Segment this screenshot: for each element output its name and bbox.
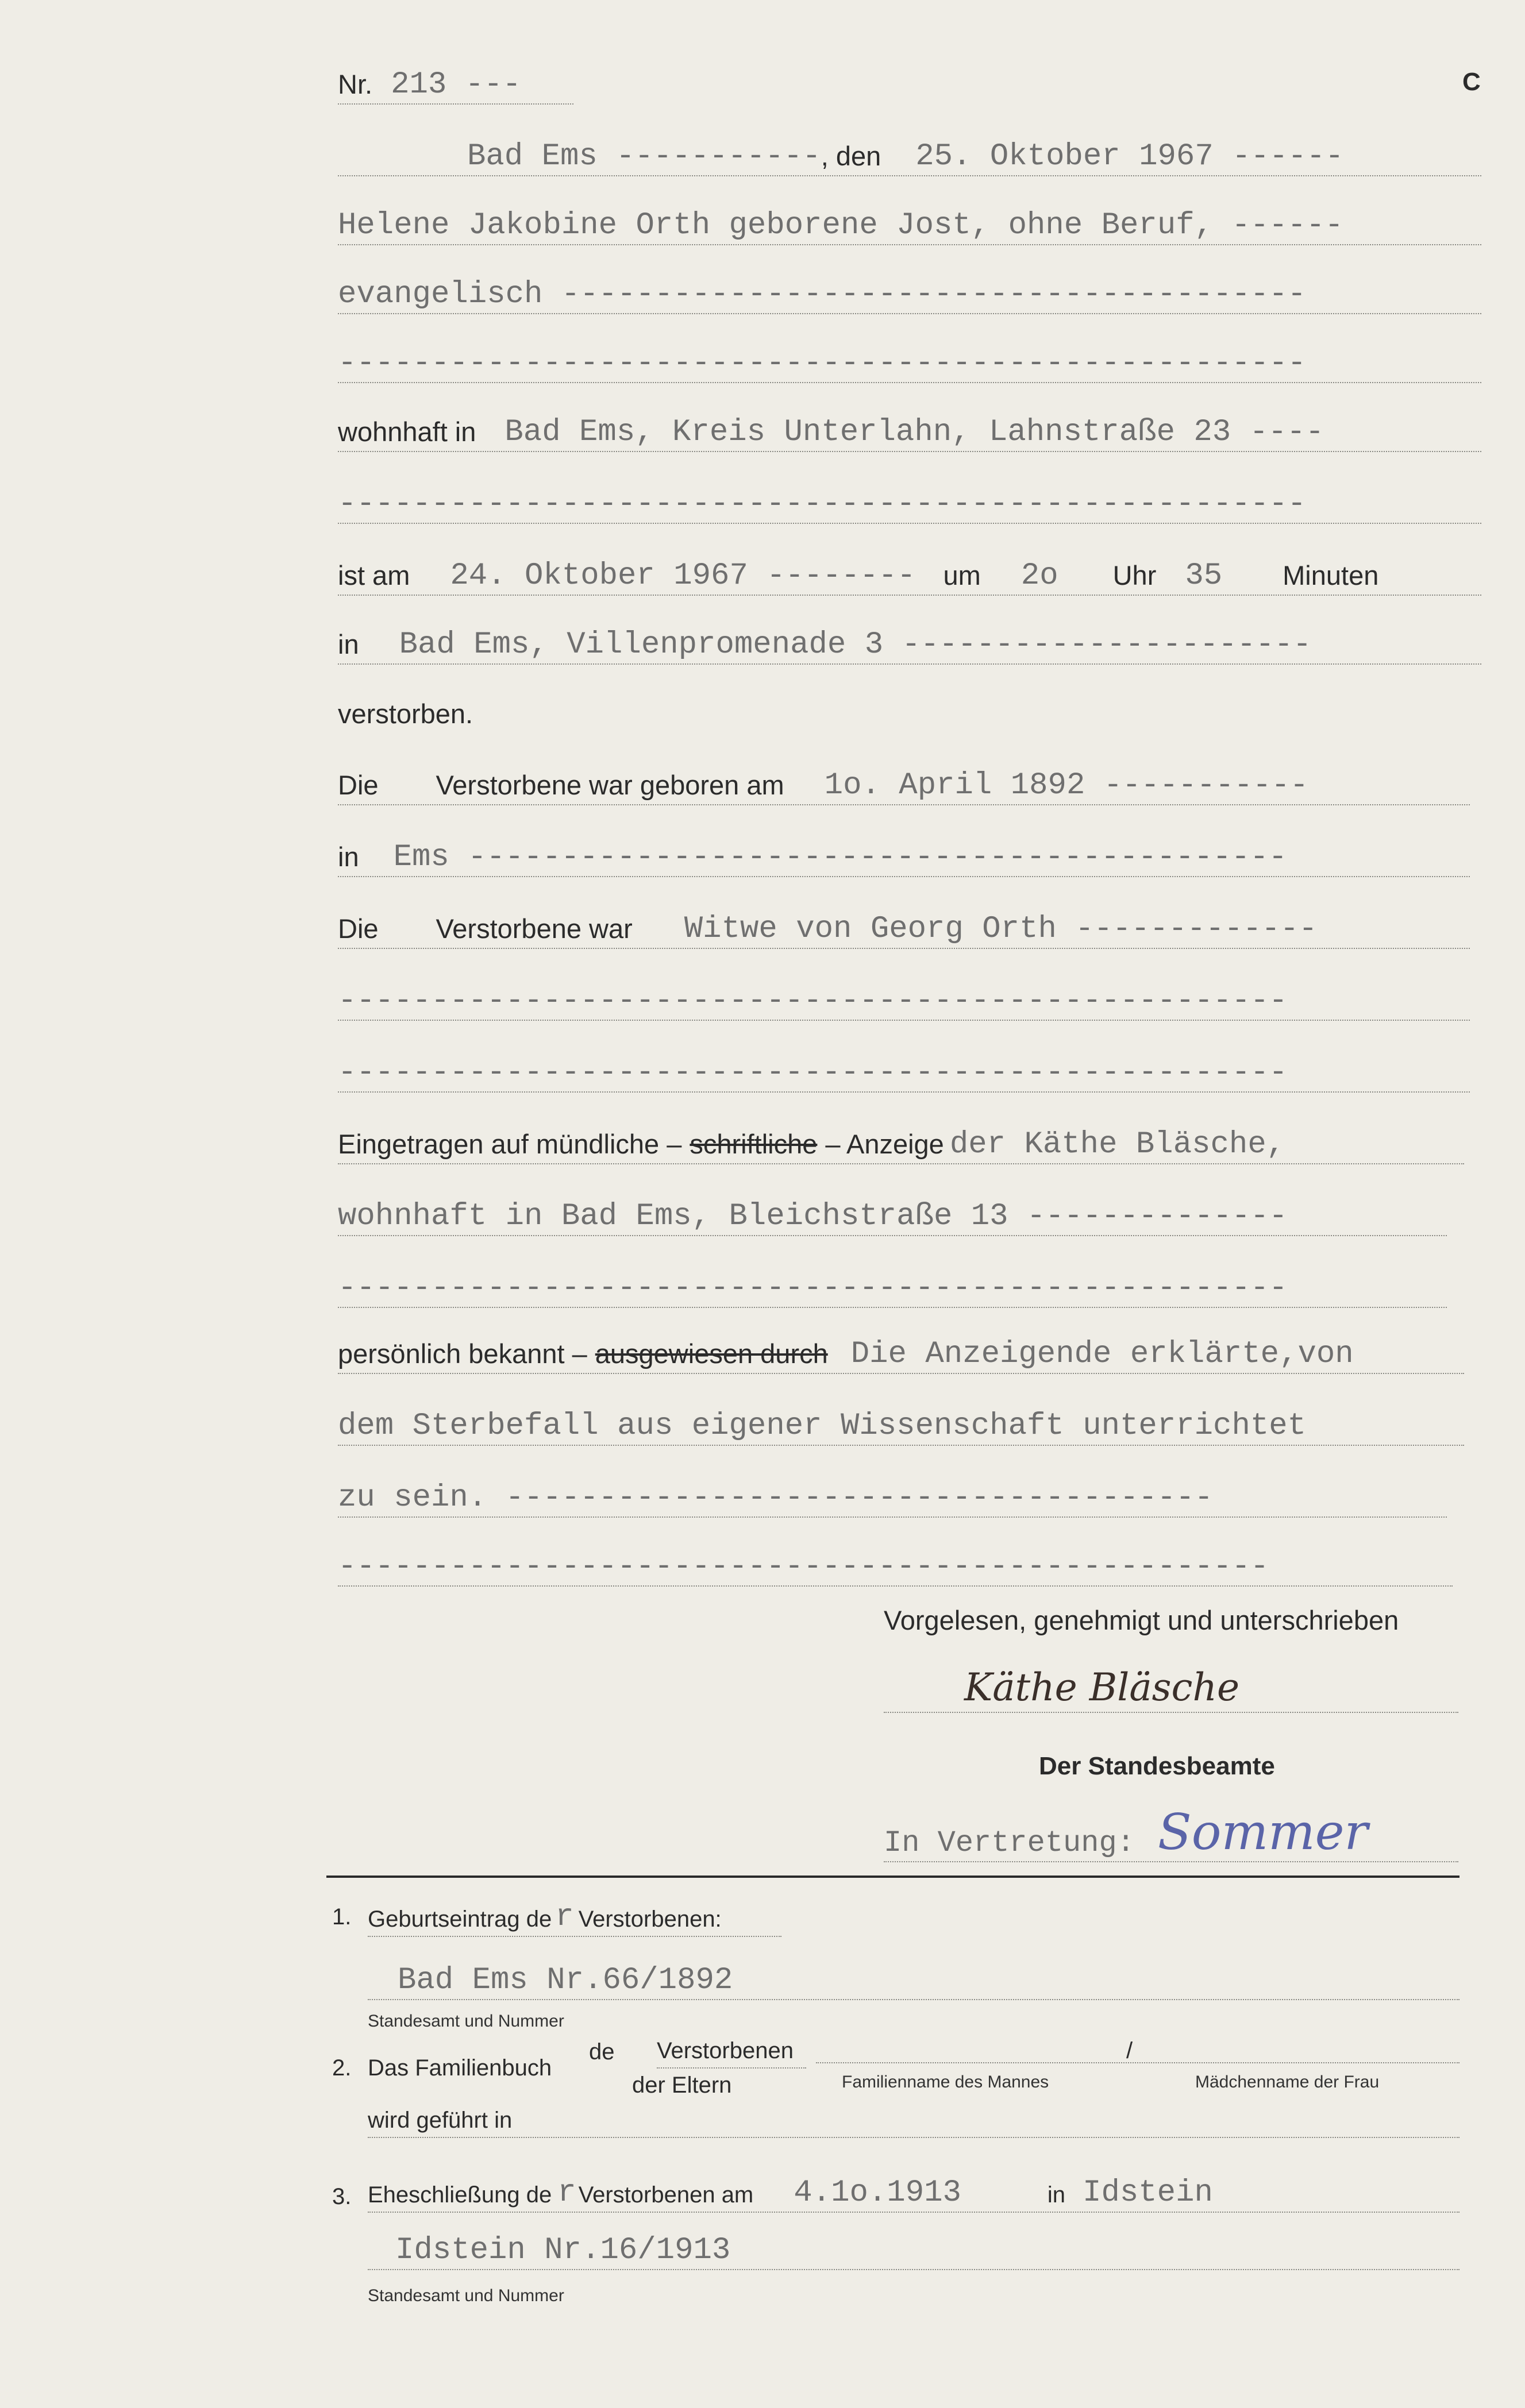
death-place: Bad Ems, Villenpromenade 3 ---------------------- — [399, 627, 1312, 662]
item1-value: Bad Ems Nr.66/1892 — [398, 1963, 733, 1998]
item1-number: 1. — [332, 1904, 352, 1930]
item2-kept-line — [368, 2097, 1459, 2138]
death-place-line — [338, 618, 1481, 665]
report-strike: schriftliche — [690, 1129, 818, 1159]
residence-label: wohnhaft in — [338, 416, 476, 447]
statement-text: dem Sterbefall aus eigener Wissenschaft unterrichtet — [338, 1408, 1307, 1444]
um-label: um — [943, 560, 981, 591]
reporter-address: wohnhaft in Bad Ems, Bleichstraße 13 -------------- — [338, 1199, 1288, 1234]
filler-dashes: --------------------------------------------------- — [338, 1055, 1288, 1090]
item2-label: Das Familienbuch — [368, 2055, 552, 2081]
registry-date: 25. Oktober 1967 ------ — [915, 139, 1344, 174]
den-label: , den — [821, 141, 881, 171]
in-label: in — [338, 629, 359, 659]
birth-date-line — [338, 758, 1470, 805]
death-time-line — [338, 549, 1481, 596]
in-vertretung-label: In Vertretung: — [884, 1826, 1135, 1860]
report-line — [338, 1117, 1464, 1164]
reporter-signature: Käthe Bläsche — [964, 1666, 1240, 1709]
item2-de: de — [589, 2039, 615, 2064]
die-label: Die — [338, 770, 379, 800]
item3-label-b: Verstorbenen am — [578, 2182, 754, 2208]
birth-date: 1o. April 1892 ----------- — [824, 768, 1309, 803]
item3-value-line — [368, 2223, 1459, 2270]
item1-caption: Standesamt und Nummer — [368, 2012, 564, 2031]
marital-status: Witwe von Georg Orth ------------- — [684, 912, 1318, 947]
item3-suffix: r — [557, 2175, 576, 2210]
verstorben-label: verstorben. — [338, 699, 473, 729]
item3-caption: Standesamt und Nummer — [368, 2286, 564, 2305]
item2-caption-wife: Mädchenname der Frau — [1195, 2073, 1380, 2091]
place-date-line — [338, 129, 1481, 176]
marital-status-line — [338, 902, 1470, 949]
item2-kept-label: wird geführt in — [368, 2108, 513, 2133]
known-line — [338, 1327, 1464, 1374]
item3-number: 3. — [332, 2184, 352, 2209]
reporter-name: der Käthe Bläsche, — [949, 1127, 1285, 1162]
uhr-label: Uhr — [1112, 560, 1157, 591]
blank-line — [338, 336, 1481, 383]
death-hour: 2o — [1020, 558, 1058, 593]
known-strike: ausgewiesen durch — [595, 1338, 828, 1369]
marital-label: Verstorbene war — [436, 913, 633, 944]
report-label: Eingetragen auf mündliche – — [338, 1129, 682, 1159]
ist-am-label: ist am — [338, 560, 410, 591]
religion-line — [338, 267, 1481, 314]
in-label: in — [338, 842, 359, 872]
item1-value-line — [368, 1953, 1459, 2000]
nr-label: Nr. — [338, 69, 373, 99]
birth-place: Ems -------------------------------------------- — [393, 840, 1288, 875]
statement-line — [338, 1399, 1464, 1446]
filler-dashes: ---------------------------------------------------- — [338, 487, 1307, 522]
filler-dashes: ---------------------------------------------------- — [338, 346, 1307, 381]
blank-line — [338, 1045, 1470, 1093]
record-number: 213 --- — [391, 67, 521, 102]
registry-place: Bad Ems ----------- — [467, 139, 821, 174]
item2-option-deceased: Verstorbenen — [657, 2038, 806, 2069]
blank-line — [338, 1539, 1453, 1587]
record-number-line — [338, 57, 573, 105]
item3-value: Idstein Nr.16/1913 — [395, 2233, 731, 2268]
item3-line — [368, 2166, 1459, 2213]
item3-label: Eheschließung de — [368, 2182, 552, 2208]
statement-end: zu sein. -------------------------------------- — [338, 1480, 1214, 1515]
filler-dashes: --------------------------------------------------- — [338, 1271, 1288, 1306]
marriage-place: Idstein — [1083, 2175, 1213, 2210]
reporter-address-line — [338, 1189, 1447, 1236]
die-label: Die — [338, 913, 379, 944]
residence-line — [338, 405, 1481, 452]
item2-slash: / — [1126, 2038, 1133, 2063]
death-date: 24. Oktober 1967 -------- — [450, 558, 916, 593]
known-label: persönlich bekannt – — [338, 1338, 587, 1369]
blank-line — [338, 1261, 1447, 1308]
blank-line — [338, 974, 1470, 1021]
report-label-b: – Anzeige — [825, 1129, 944, 1159]
deceased-name: Helene Jakobine Orth geborene Jost, ohne Beruf, ------ — [338, 208, 1343, 243]
marriage-date: 4.1o.1913 — [794, 2175, 961, 2210]
death-minute: 35 — [1185, 558, 1223, 593]
blank-line — [338, 477, 1481, 524]
item2-number: 2. — [332, 2055, 352, 2081]
item2-name-line — [816, 2062, 1459, 2063]
item3-in: in — [1047, 2182, 1066, 2208]
statement-end-line — [338, 1471, 1447, 1518]
footer-divider — [326, 1876, 1459, 1878]
reporter-signature-line — [884, 1666, 1458, 1713]
known-value: Die Anzeigende erklärte,von — [850, 1337, 1354, 1372]
filler-dashes: --------------------------------------------------- — [338, 983, 1288, 1018]
item2-caption-husband: Familienname des Mannes — [842, 2073, 1049, 2091]
item2-option-parents: der Eltern — [632, 2073, 732, 2098]
read-approved-label: Vorgelesen, genehmigt und unterschrieben — [884, 1605, 1399, 1635]
birth-place-line — [338, 830, 1470, 877]
corner-letter: C — [1462, 68, 1481, 96]
registrar-title: Der Standesbeamte — [1039, 1752, 1275, 1780]
minuten-label: Minuten — [1283, 560, 1379, 591]
deceased-name-line — [338, 198, 1481, 245]
item1-label-line — [368, 1896, 781, 1937]
item1-label: Geburtseintrag de — [368, 1907, 552, 1932]
born-label: Verstorbene war geboren am — [436, 770, 784, 800]
residence-value: Bad Ems, Kreis Unterlahn, Lahnstraße 23 ---- — [505, 415, 1324, 450]
item1-suffix: r — [555, 1900, 574, 1935]
religion: evangelisch ---------------------------------------- — [338, 277, 1307, 312]
filler-dashes: -------------------------------------------------- — [338, 1549, 1269, 1584]
item1-label-b: Verstorbenen: — [578, 1907, 722, 1932]
registrar-signature-line — [884, 1809, 1458, 1862]
registrar-signature: Sommer — [1157, 1809, 1368, 1861]
